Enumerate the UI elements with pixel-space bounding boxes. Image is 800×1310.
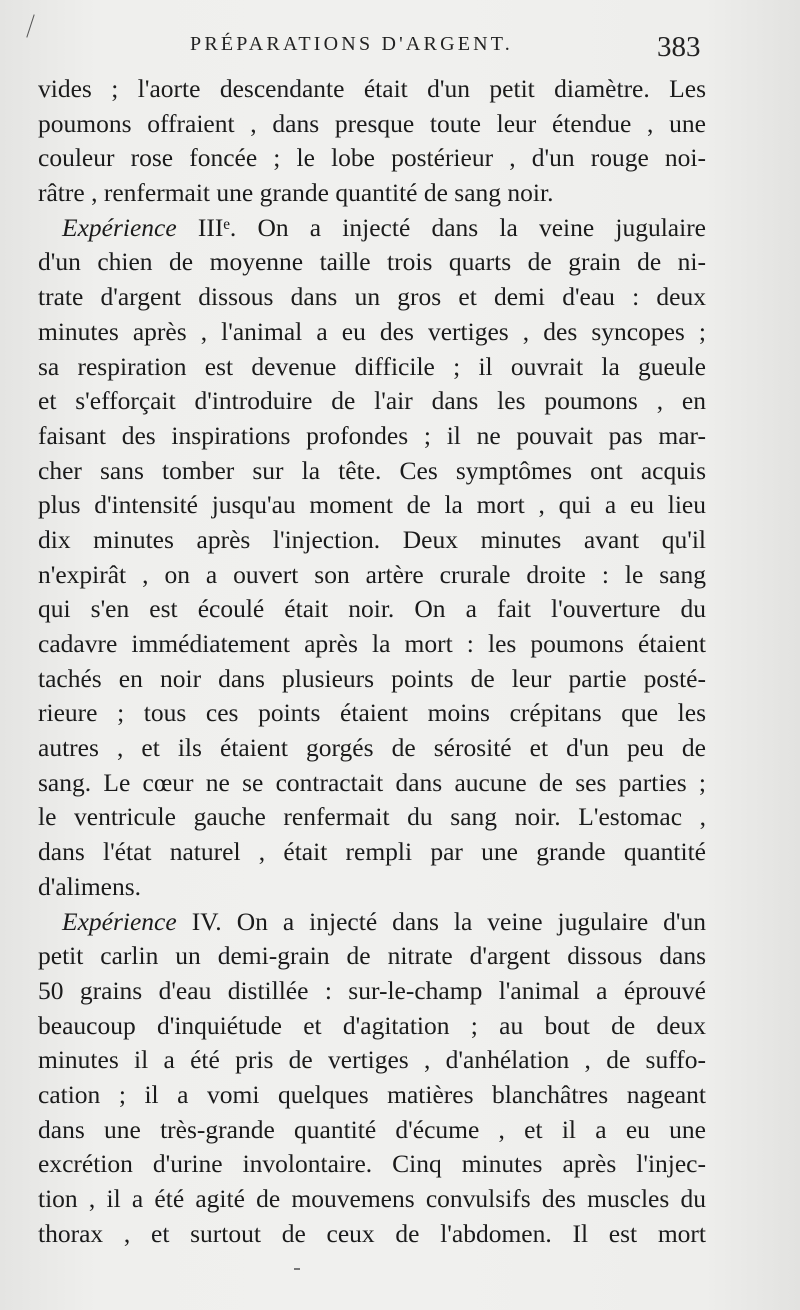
- text-line: et s'efforçait d'introduire de l'air dans les poumons , en: [38, 386, 706, 416]
- text-line: sa respiration est devenue difficile ; il ouvrait la gueule: [38, 351, 706, 381]
- text-line: tion , il a été agité de mouvemens convulsifs des muscles du: [38, 1184, 706, 1213]
- body-text: [38, 72, 706, 1251]
- text-line: excrétion d'urine involontaire. Cinq minutes après l'injec-: [38, 1149, 706, 1179]
- text-line: cation ; il a vomi quelques matières blanchâtres nageant: [38, 1079, 706, 1109]
- text-line: poumons offraient , dans presque toute leur étendue , une: [38, 108, 706, 138]
- text-line: râtre , renfermait une grande quantité de sang noir.: [38, 178, 554, 208]
- text-line: minutes il a été pris de vertiges , d'anhélation , de suffo-: [38, 1045, 706, 1075]
- text-line: couleur rose foncée ; le lobe postérieur , d'un rouge noi-: [38, 143, 706, 173]
- page-number: 383: [657, 31, 701, 63]
- text-line: d'un chien de moyenne taille trois quarts de grain de ni-: [38, 247, 706, 277]
- text-line: dix minutes après l'injection. Deux minutes avant qu'il: [38, 524, 706, 554]
- text-line: faisant des inspirations profondes ; il ne pouvait pas mar-: [38, 420, 706, 450]
- text-line: autres , et ils étaient gorgés de sérosité et d'un peu de: [38, 733, 706, 763]
- text-line: n'expirât , on a ouvert son artère crurale droite : le sang: [38, 559, 706, 589]
- text-line: cadavre immédiatement après la mort : les poumons étaient: [38, 629, 706, 658]
- stray-ink-mark: [294, 1268, 300, 1270]
- text-line: rieure ; tous ces points étaient moins crépitans que les: [38, 698, 706, 728]
- text-line: le ventricule gauche renfermait du sang noir. L'estomac ,: [38, 802, 706, 832]
- text-line: petit carlin un demi-grain de nitrate d'argent dissous dans: [38, 941, 706, 971]
- text-line-paragraph-start: Expérience IV. On a injecté dans la veine jugulaire d'un: [62, 906, 706, 936]
- text-line: tachés en noir dans plusieurs points de leur partie posté-: [38, 663, 706, 693]
- text-line: dans une très-grande quantité d'écume , et il a eu une: [38, 1114, 706, 1144]
- text-line: qui s'en est écoulé était noir. On a fait l'ouverture du: [38, 594, 706, 624]
- text-line: dans l'état naturel , était rempli par une grande quantité: [38, 837, 706, 867]
- running-title: PRÉPARATIONS D'ARGENT.: [190, 33, 513, 55]
- text-line: thorax , et surtout de ceux de l'abdomen. Il est mort: [38, 1218, 706, 1248]
- stray-ink-mark: [26, 14, 34, 37]
- text-line: plus d'intensité jusqu'au moment de la mort , qui a eu lieu: [38, 490, 706, 520]
- text-line-paragraph-start: Expérience IIIᵉ. On a injecté dans la veine jugulaire: [62, 212, 706, 242]
- text-line: 50 grains d'eau distillée : sur-le-champ l'animal a éprouvé: [38, 975, 706, 1005]
- text-line: sang. Le cœur ne se contractait dans aucune de ses parties ;: [38, 767, 706, 797]
- text-line: trate d'argent dissous dans un gros et demi d'eau : deux: [38, 282, 706, 312]
- text-line: minutes après , l'animal a eu des vertiges , des syncopes ;: [38, 316, 706, 346]
- text-line: beaucoup d'inquiétude et d'agitation ; au bout de deux: [38, 1010, 706, 1040]
- text-line: vides ; l'aorte descendante était d'un petit diamètre. Les: [38, 74, 706, 103]
- text-line: d'alimens.: [38, 871, 142, 901]
- text-line: cher sans tomber sur la tête. Ces symptômes ont acquis: [38, 455, 706, 485]
